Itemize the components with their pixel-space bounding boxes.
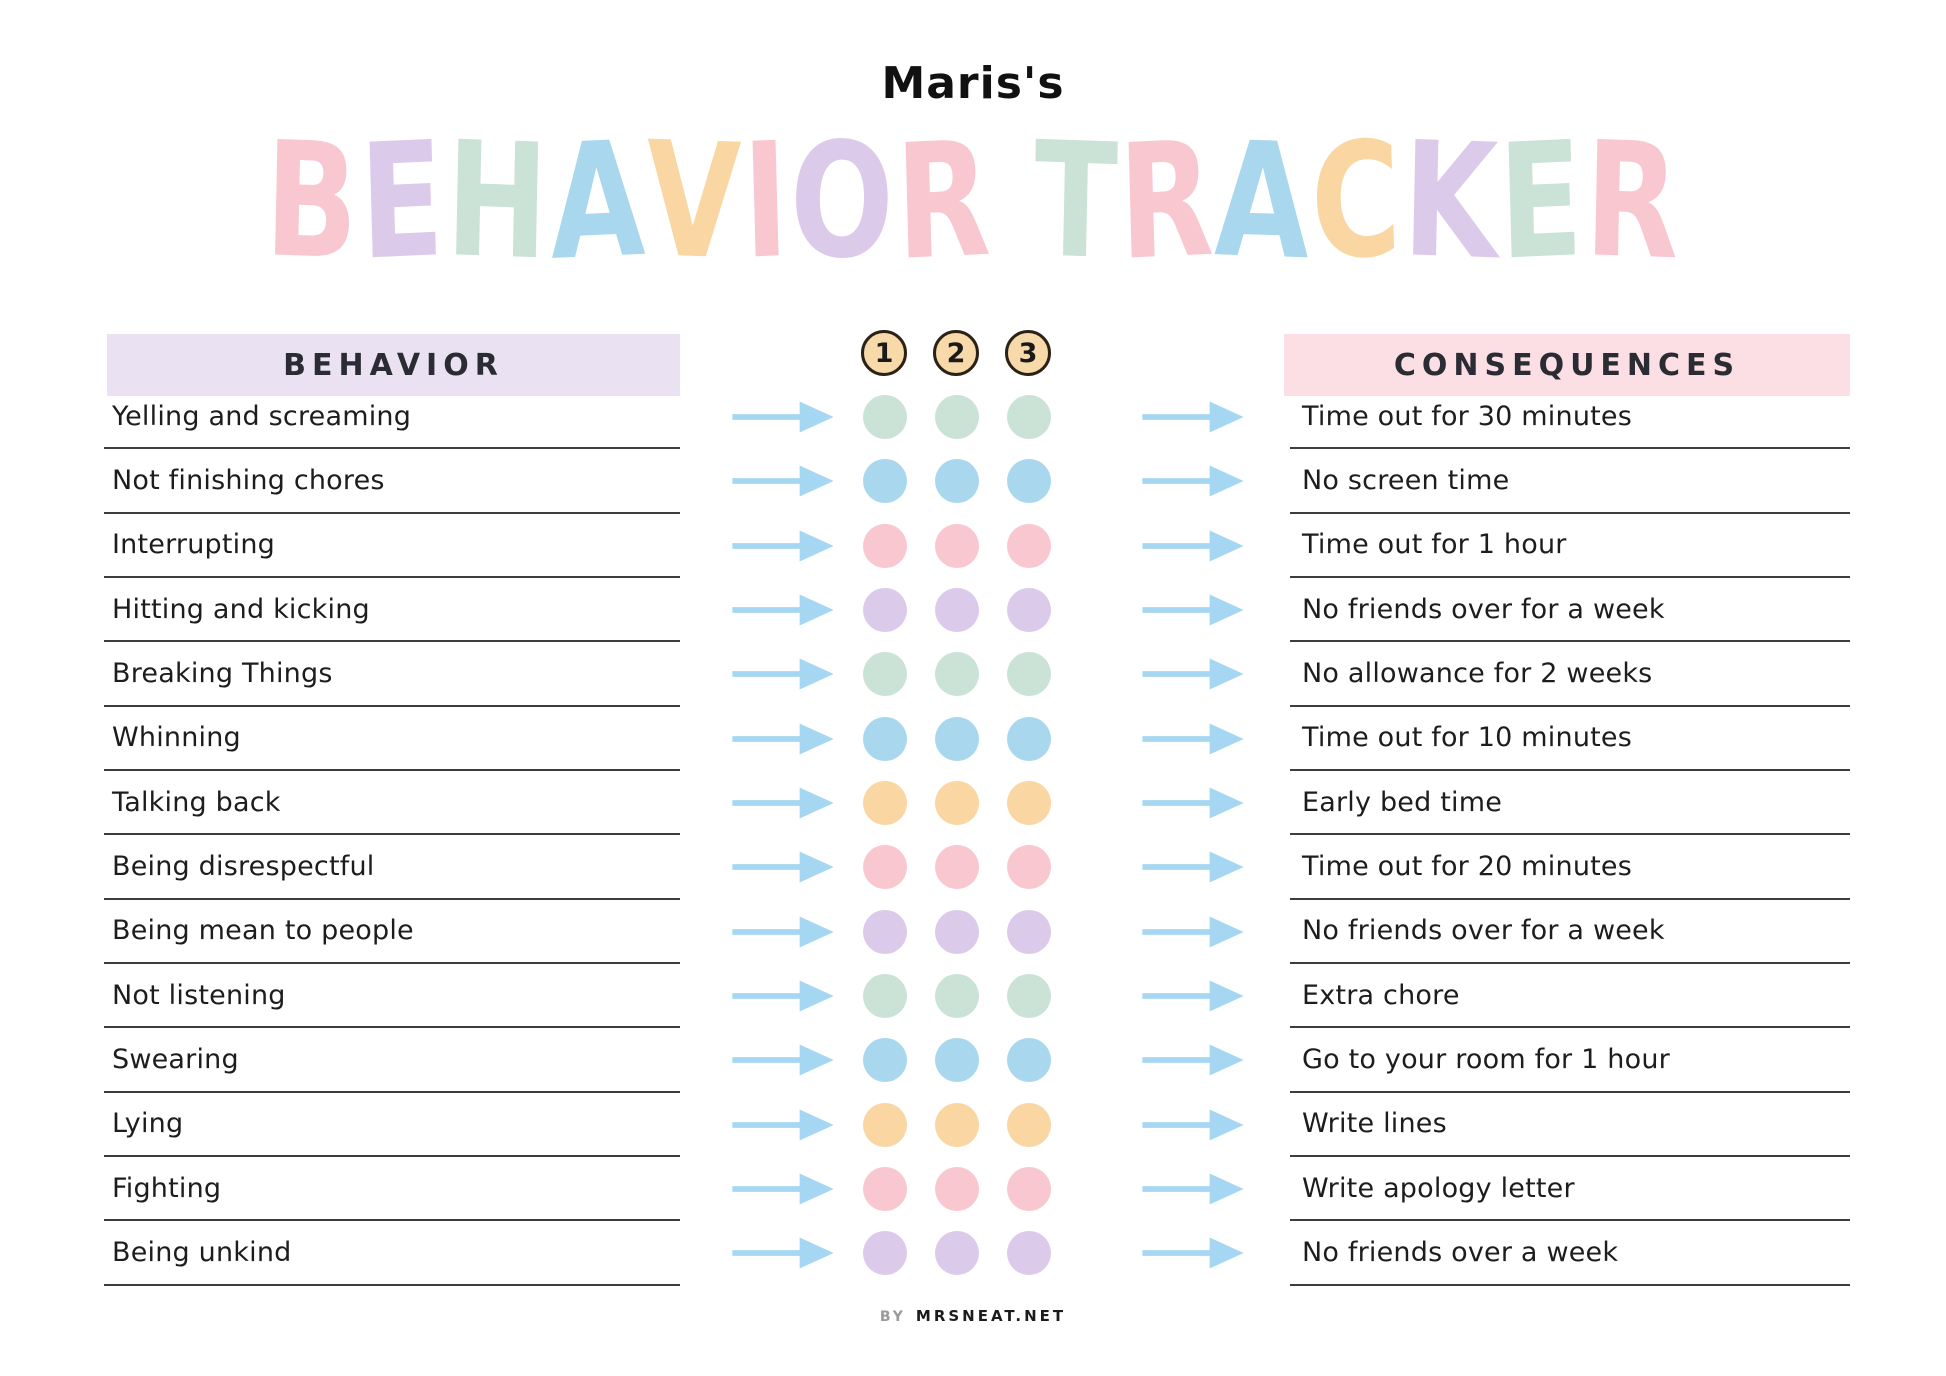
tally-dots	[863, 524, 1051, 568]
arrow-right-icon	[1140, 1107, 1246, 1143]
number-circle-1-label: 1	[874, 337, 894, 369]
tally-dot-3	[1007, 1167, 1051, 1211]
arrow-right-icon	[730, 785, 836, 821]
behavior-label: Breaking Things	[112, 657, 333, 689]
arrow-right-icon	[730, 656, 836, 692]
tracker-rows	[0, 385, 1946, 1286]
tally-dot-2	[935, 1103, 979, 1147]
tally-dots	[863, 395, 1051, 439]
title-letter: H	[443, 107, 552, 296]
consequence-label: No friends over for a week	[1302, 593, 1665, 625]
tally-dot-1	[863, 1038, 907, 1082]
tally-dot-1	[863, 910, 907, 954]
tally-dot-3	[1007, 395, 1051, 439]
behavior-cell	[104, 1157, 680, 1221]
title-letter: K	[1401, 107, 1502, 296]
title-word	[1031, 106, 1683, 296]
tally-number-circles	[861, 330, 1051, 376]
tracker-row	[0, 385, 1946, 449]
tally-dot-1	[863, 781, 907, 825]
tally-dot-3	[1007, 588, 1051, 632]
number-circle-1	[861, 330, 907, 376]
tally-dot-2	[935, 459, 979, 503]
tally-dot-1	[863, 1167, 907, 1211]
tally-dot-2	[935, 717, 979, 761]
consequence-label: Time out for 10 minutes	[1302, 722, 1632, 754]
tracker-row	[0, 900, 1946, 964]
title-letter: A	[1213, 107, 1314, 296]
behavior-cell	[104, 642, 680, 706]
arrow-right-icon	[730, 463, 836, 499]
arrow-right-icon	[730, 1107, 836, 1143]
behavior-label: Yelling and screaming	[112, 400, 412, 432]
behavior-cell	[104, 578, 680, 642]
tracker-row	[0, 642, 1946, 706]
behavior-label: Not finishing chores	[112, 464, 385, 496]
consequence-cell	[1290, 578, 1850, 642]
title-word	[263, 106, 995, 296]
title-letter: E	[357, 107, 449, 296]
behavior-label: Swearing	[112, 1043, 239, 1075]
arrow-right-icon	[1140, 656, 1246, 692]
title-letter: C	[1308, 106, 1406, 296]
consequence-label: Extra chore	[1302, 979, 1460, 1011]
tally-dot-3	[1007, 652, 1051, 696]
tally-dots	[863, 1038, 1051, 1082]
arrow-right-icon	[1140, 1042, 1246, 1078]
tally-dot-2	[935, 524, 979, 568]
tally-dot-2	[935, 1231, 979, 1275]
behavior-label: Being unkind	[112, 1236, 292, 1268]
consequence-label: Go to your room for 1 hour	[1302, 1043, 1670, 1075]
tracker-row	[0, 771, 1946, 835]
behavior-label: Hitting and kicking	[112, 593, 370, 625]
tally-dot-1	[863, 1231, 907, 1275]
tally-dot-2	[935, 588, 979, 632]
tally-dot-2	[935, 781, 979, 825]
tally-dots	[863, 974, 1051, 1018]
tally-dot-2	[935, 845, 979, 889]
consequence-cell	[1290, 1157, 1850, 1221]
arrow-right-icon	[1140, 399, 1246, 435]
behavior-cell	[104, 835, 680, 899]
tally-dot-2	[935, 395, 979, 439]
behavior-header-label: BEHAVIOR	[283, 347, 504, 383]
consequence-label: No screen time	[1302, 464, 1510, 496]
tally-dots	[863, 588, 1051, 632]
consequences-header-label: CONSEQUENCES	[1393, 347, 1741, 383]
behavior-cell	[104, 900, 680, 964]
behavior-label: Interrupting	[112, 529, 275, 561]
tally-dot-1	[863, 845, 907, 889]
tally-dot-1	[863, 395, 907, 439]
consequence-label: Time out for 1 hour	[1302, 529, 1567, 561]
tally-dot-3	[1007, 524, 1051, 568]
tally-dots	[863, 652, 1051, 696]
consequence-label: Early bed time	[1302, 786, 1503, 818]
arrow-right-icon	[730, 399, 836, 435]
tracker-row	[0, 1093, 1946, 1157]
consequence-label: Write lines	[1302, 1108, 1447, 1140]
arrow-right-icon	[1140, 849, 1246, 885]
tally-dot-3	[1007, 845, 1051, 889]
tally-dot-2	[935, 652, 979, 696]
arrow-right-icon	[730, 914, 836, 950]
number-circle-3	[1005, 330, 1051, 376]
arrow-right-icon	[730, 1171, 836, 1207]
arrow-right-icon	[1140, 978, 1246, 1014]
behavior-label: Being disrespectful	[112, 850, 375, 882]
behavior-label: Whinning	[112, 722, 241, 754]
consequence-label: Time out for 30 minutes	[1302, 400, 1632, 432]
footer-credit	[0, 1306, 1946, 1325]
tally-dots	[863, 910, 1051, 954]
arrow-right-icon	[1140, 914, 1246, 950]
tally-dot-2	[935, 1038, 979, 1082]
consequence-cell	[1290, 707, 1850, 771]
behavior-cell	[104, 385, 680, 449]
tally-dots	[863, 1103, 1051, 1147]
number-circle-2	[933, 330, 979, 376]
tally-dot-1	[863, 459, 907, 503]
title-letter: T	[1031, 107, 1121, 295]
arrow-right-icon	[1140, 463, 1246, 499]
title-letter: O	[788, 107, 898, 296]
consequence-cell	[1290, 449, 1850, 513]
tally-dot-3	[1007, 717, 1051, 761]
behavior-cell	[104, 1221, 680, 1285]
arrow-right-icon	[1140, 721, 1246, 757]
tracker-row	[0, 1028, 1946, 1092]
arrow-right-icon	[730, 978, 836, 1014]
behavior-cell	[104, 964, 680, 1028]
consequence-cell	[1290, 1028, 1850, 1092]
title-letter: V	[644, 107, 745, 296]
tally-dot-3	[1007, 1231, 1051, 1275]
title-letter: R	[1116, 106, 1218, 296]
number-circle-3-label: 3	[1018, 337, 1038, 369]
arrow-right-icon	[730, 1042, 836, 1078]
consequence-label: No allowance for 2 weeks	[1302, 657, 1653, 689]
consequence-cell	[1290, 1093, 1850, 1157]
consequence-cell	[1290, 835, 1850, 899]
behavior-cell	[104, 771, 680, 835]
consequence-cell	[1290, 964, 1850, 1028]
arrow-right-icon	[730, 592, 836, 628]
arrow-right-icon	[730, 721, 836, 757]
behavior-cell	[104, 1093, 680, 1157]
tracker-row	[0, 964, 1946, 1028]
tally-dot-2	[935, 910, 979, 954]
arrow-right-icon	[1140, 592, 1246, 628]
arrow-right-icon	[730, 1235, 836, 1271]
arrow-right-icon	[730, 849, 836, 885]
tally-dot-1	[863, 717, 907, 761]
tracker-row	[0, 449, 1946, 513]
tracker-row	[0, 835, 1946, 899]
tracker-row	[0, 707, 1946, 771]
title-letter: R	[893, 106, 995, 296]
arrow-right-icon	[730, 528, 836, 564]
title-letter: R	[1582, 107, 1683, 296]
tally-dot-3	[1007, 1103, 1051, 1147]
arrow-right-icon	[1140, 528, 1246, 564]
tally-dot-3	[1007, 459, 1051, 503]
behavior-label: Lying	[112, 1108, 184, 1140]
tally-dots	[863, 717, 1051, 761]
arrow-right-icon	[1140, 785, 1246, 821]
arrow-right-icon	[1140, 1171, 1246, 1207]
tally-dot-1	[863, 1103, 907, 1147]
tally-dot-1	[863, 652, 907, 696]
consequence-cell	[1290, 900, 1850, 964]
title-letter: I	[740, 107, 793, 295]
arrow-right-icon	[1140, 1235, 1246, 1271]
footer-site-label: MRSNEAT.NET	[915, 1307, 1067, 1325]
behavior-label: Talking back	[112, 786, 281, 818]
tally-dots	[863, 845, 1051, 889]
tally-dot-3	[1007, 1038, 1051, 1082]
footer-by-label: BY	[879, 1309, 906, 1325]
tally-dots	[863, 459, 1051, 503]
behavior-cell	[104, 449, 680, 513]
consequence-cell	[1290, 642, 1850, 706]
consequence-cell	[1290, 385, 1850, 449]
tally-dot-3	[1007, 781, 1051, 825]
consequence-label: No friends over for a week	[1302, 915, 1665, 947]
number-circle-2-label: 2	[946, 337, 966, 369]
tally-dot-1	[863, 974, 907, 1018]
consequence-cell	[1290, 771, 1850, 835]
page-title	[0, 106, 1946, 296]
tally-dot-2	[935, 974, 979, 1018]
tracker-row	[0, 1221, 1946, 1285]
tracker-row	[0, 1157, 1946, 1221]
tally-dots	[863, 781, 1051, 825]
tally-dot-3	[1007, 910, 1051, 954]
tally-dot-2	[935, 1167, 979, 1211]
consequence-label: Write apology letter	[1302, 1172, 1575, 1204]
tally-dot-3	[1007, 974, 1051, 1018]
title-letter: A	[547, 106, 649, 296]
consequence-cell	[1290, 514, 1850, 578]
behavior-label: Being mean to people	[112, 915, 414, 947]
tally-dot-1	[863, 588, 907, 632]
behavior-cell	[104, 707, 680, 771]
behavior-cell	[104, 1028, 680, 1092]
behavior-cell	[104, 514, 680, 578]
consequence-cell	[1290, 1221, 1850, 1285]
tally-dots	[863, 1231, 1051, 1275]
tracker-row	[0, 514, 1946, 578]
consequence-label: No friends over a week	[1302, 1236, 1619, 1268]
title-letter: B	[263, 107, 363, 296]
tally-dot-1	[863, 524, 907, 568]
tracker-row	[0, 578, 1946, 642]
child-name-title: Maris's	[881, 58, 1065, 109]
behavior-label: Not listening	[112, 979, 286, 1011]
consequence-label: Time out for 20 minutes	[1302, 850, 1632, 882]
behavior-label: Fighting	[112, 1172, 222, 1204]
tally-dots	[863, 1167, 1051, 1211]
title-letter: E	[1496, 107, 1588, 296]
